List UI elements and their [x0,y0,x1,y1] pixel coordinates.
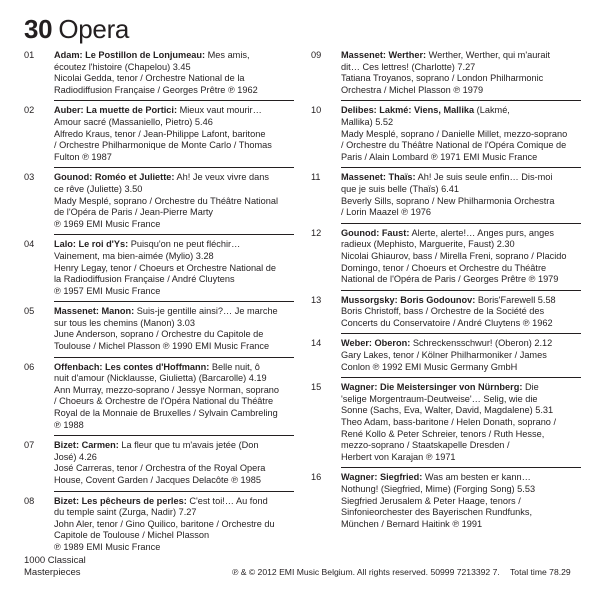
track-line [54,385,294,397]
track-text: Orchestra / Michel Plasson ℗ 1979 [341,84,484,95]
track-line [54,184,294,196]
track-line [341,382,581,394]
track-text: Sinfonieorchester des Bayerischen Rundfunks, [341,507,533,518]
track-line [341,350,581,362]
work-title: Wagner: Siegfried: [341,472,423,483]
track-number: 02 [24,105,35,116]
track-line [341,105,581,117]
work-title: Bizet: Les pêcheurs de perles: [54,495,187,506]
track-number: 09 [311,50,322,60]
track-line [54,530,294,542]
track-line [341,405,581,417]
track-separator [54,491,294,492]
track-line [54,306,294,318]
track-text: Radiodiffusion Française / Georges Prêtre ℗ 1962 [54,84,258,95]
track-separator [341,467,581,468]
track-text: Herbert von Karajan ℗ 1971 [341,451,456,462]
track-text: Puisqu'on ne peut fléchir… [130,239,241,250]
track-text: Toulouse / Michel Plasson ℗ 1990 EMI Music France [54,341,270,352]
track-text: Werther, Werther, qui m'aurait [428,50,551,60]
track-text: Nicolai Gedda, tenor / Orchestre National de la [54,73,245,84]
track-separator [54,234,294,235]
track-text: mezzo-soprano / Staatskapelle Dresden / [341,440,510,451]
track-line [341,429,581,441]
track-text: ℗ 1988 [54,419,84,430]
tracklist-left-column [24,50,294,554]
track-text: Nothung! (Siegfried, Mime) (Forging Song) 5.53 [341,484,536,494]
track-number: 01 [24,50,35,60]
work-title: Offenbach: Les contes d'Hoffmann: [54,361,210,372]
track-entry [24,362,294,432]
track-line [341,50,581,62]
track-line [341,318,581,330]
work-title: Lalo: Le roi d'Ys: [54,239,129,250]
track-text: Ann Murray, mezzo-soprano / Jessye Norman, soprano [54,384,280,395]
track-text: Die [524,382,539,393]
track-line [54,172,294,184]
track-text: C'est toi!… Au fond [189,495,268,506]
track-details [54,362,294,432]
copyright-notice: ℗ & © 2012 EMI Music Belgium. All rights reserved. 50999 7213392 7. [232,567,500,577]
track-line [341,152,581,164]
track-line [341,73,581,85]
track-text: ℗ 1989 EMI Music France [54,541,161,552]
work-title: Weber: Oberon: [341,338,411,349]
track-text: Mady Mesplé, soprano / Orchestre du Théâtre National [54,195,279,206]
track-text: / Orchestre Philharmonique de Monte Carlo / Thomas [54,140,272,151]
track-text: José) 4.26 [54,451,97,462]
track-number: 11 [311,172,321,183]
work-title: Gounod: Faust: [341,227,410,238]
track-line [54,196,294,208]
track-line [341,394,581,406]
track-separator [54,100,294,101]
track-text: nuit d'amour (Nicklausse, Giulietta) (Barcarolle) 4.19 [54,373,267,384]
track-text: que je suis belle (Thaïs) 6.41 [341,183,459,194]
track-line [54,507,294,519]
track-text: National de l'Opéra de Paris / Georges Prêtre ℗ 1979 [341,274,559,285]
track-entry [311,338,581,373]
track-line [54,73,294,85]
track-text: Boris Christoff, bass / Orchestre de la Société des [341,306,545,317]
track-text: Fulton ℗ 1987 [54,151,112,162]
track-text: Sonne (Sachs, Eva, Walter, David, Magdalene) 5.31 [341,405,554,416]
track-line [54,420,294,432]
track-line [341,472,581,484]
track-text: Alerte, alerte!… Anges purs, anges [411,227,554,238]
track-text: Theo Adam, bass-baritone / Helen Donath, soprano / [341,417,557,428]
track-text: München / Bernard Haitink ℗ 1991 [341,518,483,529]
track-entry [311,472,581,530]
track-text: dit… Ces lettres! (Charlotte) 7.27 [341,61,476,72]
track-text: ℗ 1957 EMI Music France [54,285,161,296]
track-text: Vainement, ma bien-aimée (Mylio) 3.28 [54,250,214,261]
track-entry [311,50,581,96]
track-text: / Lorin Maazel ℗ 1976 [341,207,432,218]
track-line [54,152,294,164]
track-line [341,251,581,263]
track-separator [341,333,581,334]
track-line [54,519,294,531]
track-line [54,286,294,298]
track-line [54,62,294,74]
track-line [54,362,294,374]
tracklist-right-column [311,50,581,530]
track-separator [54,435,294,436]
track-text: la Radiodiffusion Française / André Cluytens [54,274,235,285]
track-line [341,519,581,531]
track-line [341,338,581,350]
track-line [341,140,581,152]
cd-number: 30 [24,14,53,44]
track-separator [54,357,294,358]
track-text: June Anderson, soprano / Orchestre du Capitole de [54,329,264,340]
track-line [54,463,294,475]
track-entry [24,172,294,230]
track-separator [341,100,581,101]
track-line [54,129,294,141]
track-entry [311,172,581,218]
track-entry [24,239,294,297]
track-entry [24,50,294,96]
track-details [341,472,581,530]
track-text: Conlon ℗ 1992 EMI Music Germany GmbH [341,361,518,372]
track-line [341,172,581,184]
work-title: Massenet: Werther: [341,50,427,60]
track-details [54,496,294,554]
work-title: Bizet: Carmen: [54,440,119,451]
track-line [54,396,294,408]
work-title: Mussorgsky: Boris Godounov: [341,294,476,305]
track-line [54,140,294,152]
track-line [54,496,294,508]
track-number: 05 [24,306,35,317]
series-name [24,555,86,578]
track-number: 04 [24,239,35,250]
track-text: du temple saint (Zurga, Nadir) 7.27 [54,507,197,518]
track-line [341,306,581,318]
track-text: Concerts du Conservatoire / André Cluytens ℗ 1962 [341,317,553,328]
track-text: La fleur que tu m'avais jetée (Don [121,440,259,451]
track-line [54,105,294,117]
track-text: Schreckensschwur! (Oberon) 2.12 [412,338,553,349]
track-line [54,329,294,341]
track-line [341,85,581,97]
track-number: 16 [311,472,322,483]
track-text: Belle nuit, ô [211,361,260,372]
track-number: 15 [311,382,322,393]
track-details [54,239,294,297]
track-text: de l'Opéra de Paris / Jean-Pierre Marty [54,207,214,218]
track-line [54,263,294,275]
track-line [341,417,581,429]
work-title: Auber: La muette de Portici: [54,105,178,116]
track-line [341,228,581,240]
track-entry [24,496,294,554]
track-text: Mieux vaut mourir… [179,105,262,116]
track-line [54,239,294,251]
track-separator [54,301,294,302]
track-text: Mady Mesplé, soprano / Danielle Millet, mezzo-soprano [341,128,568,139]
track-line [341,196,581,208]
track-line [54,408,294,420]
track-text: John Aler, tenor / Gino Quilico, baritone / Orchestre du [54,518,275,529]
track-line [54,542,294,554]
track-line [341,295,581,307]
track-line [54,274,294,286]
track-line [54,452,294,464]
series-name-line-1: 1000 Classical [24,555,86,566]
track-text: ce rêve (Juliette) 3.50 [54,183,143,194]
track-separator [341,167,581,168]
total-time: Total time 78.29 [510,567,571,577]
track-number: 03 [24,172,35,183]
track-entry [311,228,581,286]
track-text: José Carreras, tenor / Orchestra of the Royal Opera [54,463,266,474]
track-number: 07 [24,440,35,451]
track-text: Beverly Sills, soprano / New Philharmonia Orchestra [341,195,555,206]
track-line [341,62,581,74]
track-text: Boris'Farewell 5.58 [477,294,556,305]
track-line [341,263,581,275]
track-line [341,507,581,519]
track-entry [24,440,294,486]
track-line [54,117,294,129]
track-line [54,50,294,62]
track-text: Alfredo Kraus, tenor / Jean-Philippe Lafont, baritone [54,128,266,139]
track-line [54,251,294,263]
track-text: Was am besten er kann… [424,472,531,483]
track-separator [341,290,581,291]
track-text: Henry Legay, tenor / Choeurs et Orchestre National de [54,262,276,273]
track-text: (Lakmé, [476,105,510,116]
track-line [341,496,581,508]
track-line [54,85,294,97]
track-separator [341,223,581,224]
track-details [341,172,581,218]
track-text: Siegfried Jerusalem & Peter Haage, tenors / [341,495,521,506]
track-text: Ah! Je veux vivre dans [176,172,269,183]
track-number: 14 [311,338,322,349]
track-details [341,50,581,96]
track-details [341,338,581,373]
track-text: Capitole de Toulouse / Michel Plasson [54,530,210,541]
track-details [54,440,294,486]
track-details [54,105,294,163]
track-details [341,105,581,163]
track-line [54,207,294,219]
track-line [341,207,581,219]
track-text: Amour sacré (Massaniello, Pietro) 5.46 [54,116,213,127]
track-line [341,129,581,141]
track-details [341,228,581,286]
track-details [54,172,294,230]
track-entry [311,295,581,330]
track-text: Gary Lakes, tenor / Kölner Philharmoniker / James [341,350,547,361]
track-text: ℗ 1969 EMI Music France [54,218,161,229]
track-text: radieux (Mephisto, Marguerite, Faust) 2.30 [341,239,515,250]
track-text: Mallika) 5.52 [341,116,394,127]
track-text: / Orchestre du Théâtre National de l'Opéra Comique de [341,140,567,151]
track-line [341,484,581,496]
track-text: Royal de la Monnaie de Bruxelles / Sylvain Cambreling [54,408,278,419]
track-text: 'selige Morgentraum-Deutweise'… Selig, wie die [341,393,538,404]
track-text: Paris / Alain Lombard ℗ 1971 EMI Music France [341,151,538,162]
track-line [54,440,294,452]
track-line [341,184,581,196]
track-number: 10 [311,105,322,116]
track-line [341,274,581,286]
track-entry [24,105,294,163]
track-details [54,306,294,352]
track-details [341,295,581,330]
track-line [341,440,581,452]
track-line [341,362,581,374]
track-line [54,373,294,385]
work-title: Delibes: Lakmé: Viens, Mallika [341,105,475,116]
track-text: Mes amis, [207,50,250,60]
track-text: écoutez l'histoire (Chapelou) 3.45 [54,61,191,72]
track-text: Ah! Je suis seule enfin… Dis-moi [417,172,553,183]
track-line [54,318,294,330]
track-text: Suis-je gentille ainsi?… Je marche [136,306,278,317]
track-separator [54,167,294,168]
track-line [341,452,581,464]
track-text: / Choeurs & Orchestre de l'Opéra National du Théâtre [54,396,274,407]
track-text: Tatiana Troyanos, soprano / London Philharmonic [341,73,544,84]
track-text: René Kollo & Peter Schreier, tenors / Ruth Hesse, [341,428,545,439]
work-title: Adam: Le Postillon de Lonjumeau: [54,50,206,60]
work-title: Massenet: Manon: [54,306,135,317]
track-entry [311,105,581,163]
track-text: Nicolai Ghiaurov, bass / Mirella Freni, soprano / Placido [341,250,567,261]
work-title: Wagner: Die Meistersinger von Nürnberg: [341,382,523,393]
track-line [341,239,581,251]
track-line [341,117,581,129]
track-entry [311,382,581,463]
work-title: Massenet: Thaïs: [341,172,416,183]
track-details [54,50,294,96]
track-number: 13 [311,294,322,305]
track-line [54,475,294,487]
cd-title: Opera [58,14,130,44]
series-name-line-2: Masterpieces [24,566,81,578]
track-line [54,341,294,353]
track-separator [341,377,581,378]
track-number: 12 [311,227,322,238]
work-title: Gounod: Roméo et Juliette: [54,172,175,183]
track-number: 08 [24,495,35,506]
track-line [54,219,294,231]
track-text: House, Covent Garden / Jacques Delacôte ℗ 1985 [54,475,261,485]
track-text: sur tous les chemins (Manon) 3.03 [54,317,195,328]
track-text: Domingo, tenor / Choeurs et Orchestre du Théâtre [341,262,547,273]
track-number: 06 [24,361,35,372]
page-header [24,14,129,44]
track-details [341,382,581,463]
track-entry [24,306,294,352]
